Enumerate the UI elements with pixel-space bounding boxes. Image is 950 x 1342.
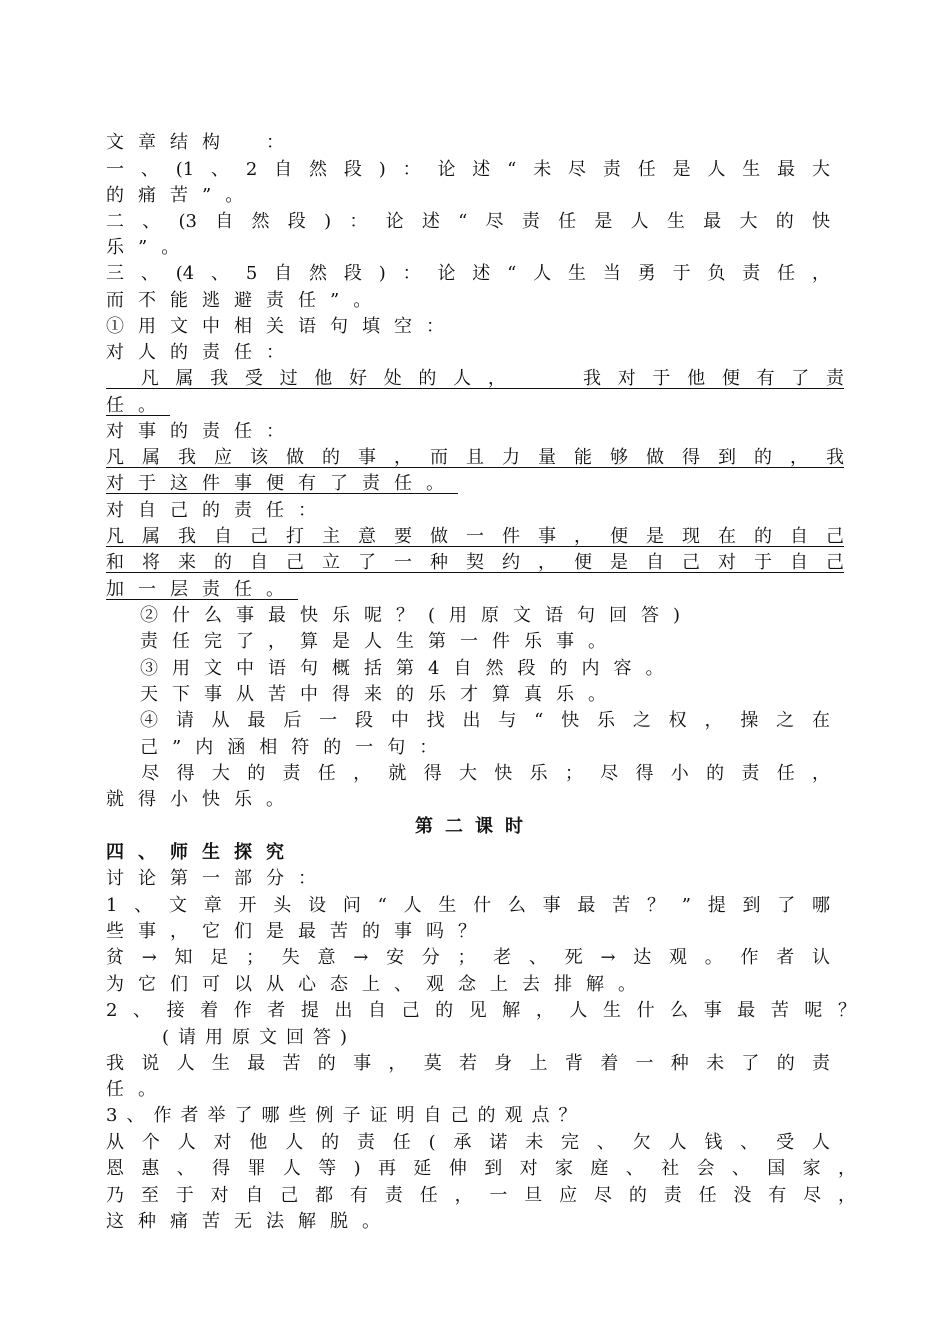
question-4-cont: 己”内涵相符的一句： [140, 737, 452, 758]
question-3: ③用文中语句概括第4自然段的内容。 [140, 658, 678, 679]
section-heading-inquiry: 四、师生探究 [106, 842, 298, 863]
answer-3: 天下事从苦中得来的乐才算真乐。 [140, 684, 620, 705]
discussion-a1-line-1: 贫→知足；失意→安分；老、死→达观。作者认 [106, 947, 830, 968]
answer-people-line-2: 任。 [106, 395, 170, 416]
answer-4-line-2: 就得小快乐。 [106, 789, 298, 810]
section-heading-structure: 文章结构 ： [106, 132, 298, 153]
discussion-a3-line-2: 恩惠、得罪人等)再延伸到对家庭、社会、国家， [106, 1158, 856, 1179]
structure-part-1: 一、(1、2自然段)：论述“未尽责任是人生最大 [106, 159, 830, 180]
question-1: ①用文中相关语句填空： [106, 316, 458, 337]
discussion-q2-cont: (请用原文回答) [162, 1027, 357, 1048]
question-4: ④请从最后一段中找出与“快乐之权，操之在 [140, 710, 830, 731]
answer-self-line-2: 和将来的自己立了一种契约，便是自己对于自己 [106, 552, 844, 573]
discussion-a3-line-4: 这种痛苦无法解脱。 [106, 1211, 394, 1232]
structure-part-2-cont: 乐”。 [106, 237, 194, 258]
answer-4-line-1: 尽得大的责任，就得大快乐；尽得小的责任， [106, 763, 830, 784]
discussion-q1-cont: 些事，它们是最苦的事吗？ [106, 921, 490, 942]
question-2: ②什么事最快乐呢？(用原文语句回答) [140, 605, 695, 626]
structure-part-1-cont: 的痛苦”。 [106, 185, 258, 206]
answer-things-line-1: 凡属我应该做的事，而且力量能够做得到的，我 [106, 447, 844, 468]
answer-self-line-1: 凡属我自己打主意要做一件事，便是现在的自己 [106, 526, 844, 547]
label-responsibility-to-self: 对自己的责任： [106, 500, 330, 521]
answer-things-line-2: 对于这件事便有了责任。 [106, 473, 458, 494]
discussion-a3-line-1: 从个人对他人的责任(承诺未完、欠人钱、受人 [106, 1132, 830, 1153]
discussion-a2-line-1: 我说人生最苦的事，莫若身上背着一种未了的责 [106, 1053, 830, 1074]
discussion-q1: 1、文章开头设问“人生什么事最苦？”提到了哪 [106, 895, 830, 916]
answer-2: 责任完了，算是人生第一件乐事。 [140, 631, 620, 652]
discussion-q3: 3、作者举了哪些例子证明自己的观点？ [106, 1105, 586, 1126]
discussion-part-1: 讨论第一部分： [106, 868, 330, 889]
discussion-q2: 2、接着作者提出自己的见解，人生什么事最苦呢？ [106, 1000, 856, 1021]
discussion-a1-line-2: 为它们可以从心态上、观念上去排解。 [106, 974, 650, 995]
discussion-a2-line-2: 任。 [106, 1079, 170, 1100]
answer-self-line-3: 加一层责任。 [106, 579, 298, 600]
discussion-a3-line-3: 乃至于对自己都有责任，一旦应尽的责任没有尽， [106, 1185, 856, 1206]
answer-people-line-1: 凡属我受过他好处的人， 我对于他便有了责 [106, 368, 844, 389]
structure-part-2: 二、(3自然段)：论述“尽责任是人生最大的快 [106, 211, 830, 232]
lesson-title: 第二课时 [415, 816, 535, 837]
label-responsibility-to-people: 对人的责任： [106, 342, 298, 363]
structure-part-3: 三、(4、5自然段)：论述“人生当勇于负责任， [106, 263, 830, 284]
structure-part-3-cont: 而不能逃避责任”。 [106, 290, 386, 311]
label-responsibility-to-things: 对事的责任： [106, 421, 298, 442]
